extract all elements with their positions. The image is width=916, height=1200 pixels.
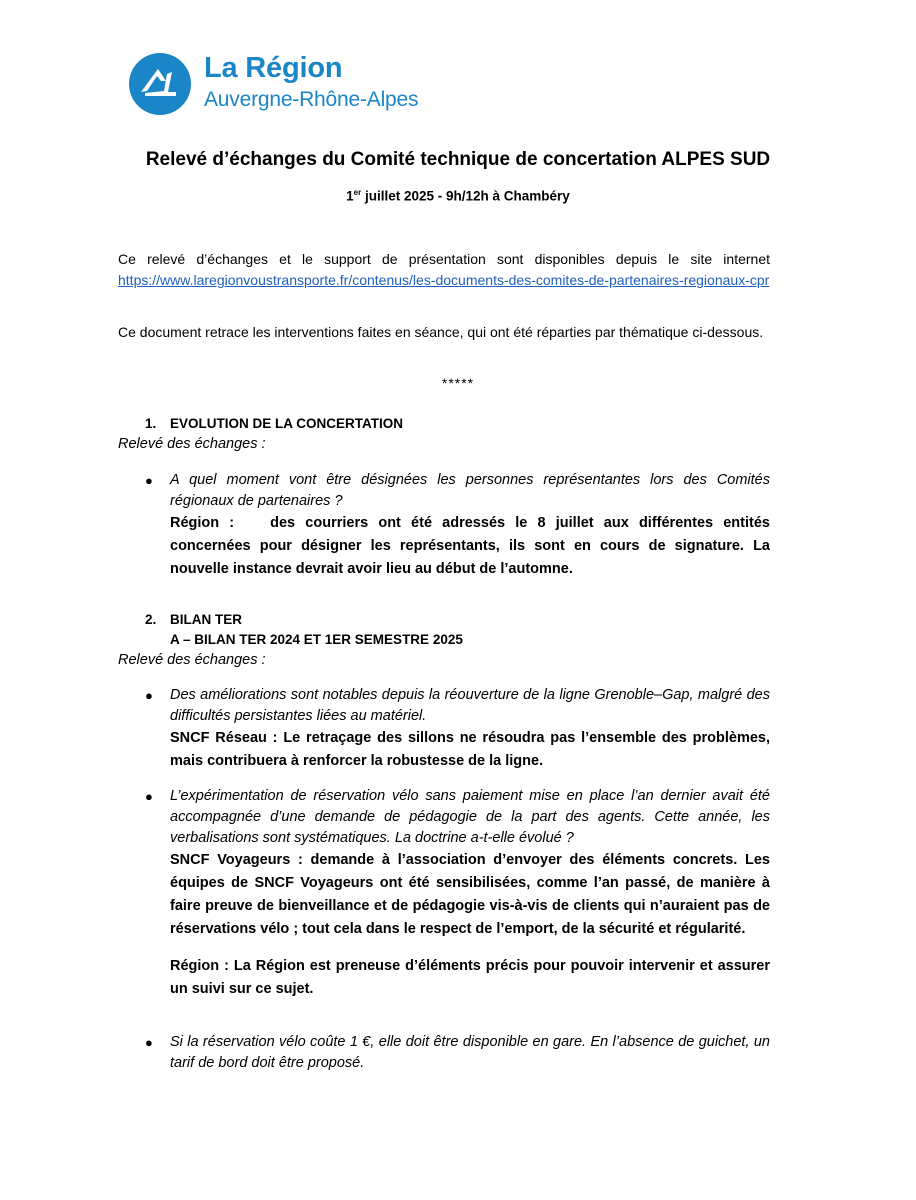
answer: Région : La Région est preneuse d’éléments précis pour pouvoir intervenir et assurer un suivi sur ce sujet. <box>170 958 770 997</box>
bullet-icon: ● <box>145 473 153 488</box>
separator: ***** <box>441 375 475 391</box>
answer-text: des courriers ont été adressés le 8 juillet aux différentes entités concernées pour désigner les représentants, ils sont en cours de signature. La nouvelle instance devrait avoir lieu au début de l’automne. <box>170 515 770 577</box>
documents-link[interactable]: https://www.laregionvoustransporte.fr/contenus/les-documents-des-comites-de-partenaires-regionaux-cpr <box>118 272 770 288</box>
speaker: Région : <box>170 515 235 531</box>
logo-title: La Région <box>204 52 343 84</box>
document-title: Relevé d’échanges du Comité technique de concertation ALPES SUD <box>145 149 771 170</box>
section2-number: 2. <box>145 612 157 627</box>
section2-title: BILAN TER <box>170 612 242 627</box>
question: L’expérimentation de réservation vélo sans paiement mise en place l’an dernier avait été accompagnée d’une demande de pédagogie de la part des agents. Cette année, les verbalisations sont systématiques. La doctrine a-t-elle évolué ? <box>170 788 770 846</box>
question: Des améliorations sont notables depuis la réouverture de la ligne Grenoble–Gap, malgré des difficultés persistantes liées au matériel. <box>170 687 770 724</box>
question: A quel moment vont être désignées les personnes représentantes lors des Comités régionaux de partenaires ? <box>170 472 770 509</box>
region-logo-icon <box>128 52 192 116</box>
date-rest: juillet 2025 - 9h/12h à Chambéry <box>361 188 570 204</box>
section1-number: 1. <box>145 416 157 431</box>
region-logo <box>128 52 458 116</box>
section1-title: EVOLUTION DE LA CONCERTATION <box>170 416 403 431</box>
section2-subheading: A – BILAN TER 2024 ET 1ER SEMESTRE 2025 <box>170 632 463 647</box>
section1-heading <box>145 416 403 431</box>
answer: SNCF Réseau : Le retraçage des sillons ne résoudra pas l’ensemble des problèmes, mais contribuera à renforcer la robustesse de la ligne. <box>170 730 770 769</box>
bullet-icon: ● <box>145 1035 153 1050</box>
question: Si la réservation vélo coûte 1 €, elle doit être disponible en gare. En l’absence de guichet, un tarif de bord doit être proposé. <box>170 1034 770 1071</box>
answer <box>170 512 770 581</box>
section2-heading <box>145 612 242 627</box>
logo-subtitle: Auvergne-Rhône-Alpes <box>204 88 419 111</box>
intro-text: Ce relevé d’échanges et le support de présentation sont disponibles depuis le site internet <box>118 251 770 267</box>
meeting-date <box>0 188 916 204</box>
intro-paragraph <box>118 249 770 291</box>
bullet-icon: ● <box>145 688 153 703</box>
intro2-paragraph: Ce document retrace les interventions faites en séance, qui ont été réparties par thématique ci-dessous. <box>118 324 764 340</box>
date-day: 1 <box>346 188 354 204</box>
answer: SNCF Voyageurs : demande à l’association d’envoyer des éléments concrets. Les équipes de SNCF Voyageurs ont été sensibilisées, comme l’an passé, de manière à faire preuve de bienveillance et de pédagogie vis-à-vis de clients qui n’auraient pas de réservations vélo ; tout cela dans le respect de l’emport, de la sécurité et régularité. <box>170 852 770 937</box>
date-superscript: er <box>353 188 362 197</box>
bullet-icon: ● <box>145 789 153 804</box>
section1-releve: Relevé des échanges : <box>118 436 266 452</box>
section2-releve: Relevé des échanges : <box>118 652 266 668</box>
